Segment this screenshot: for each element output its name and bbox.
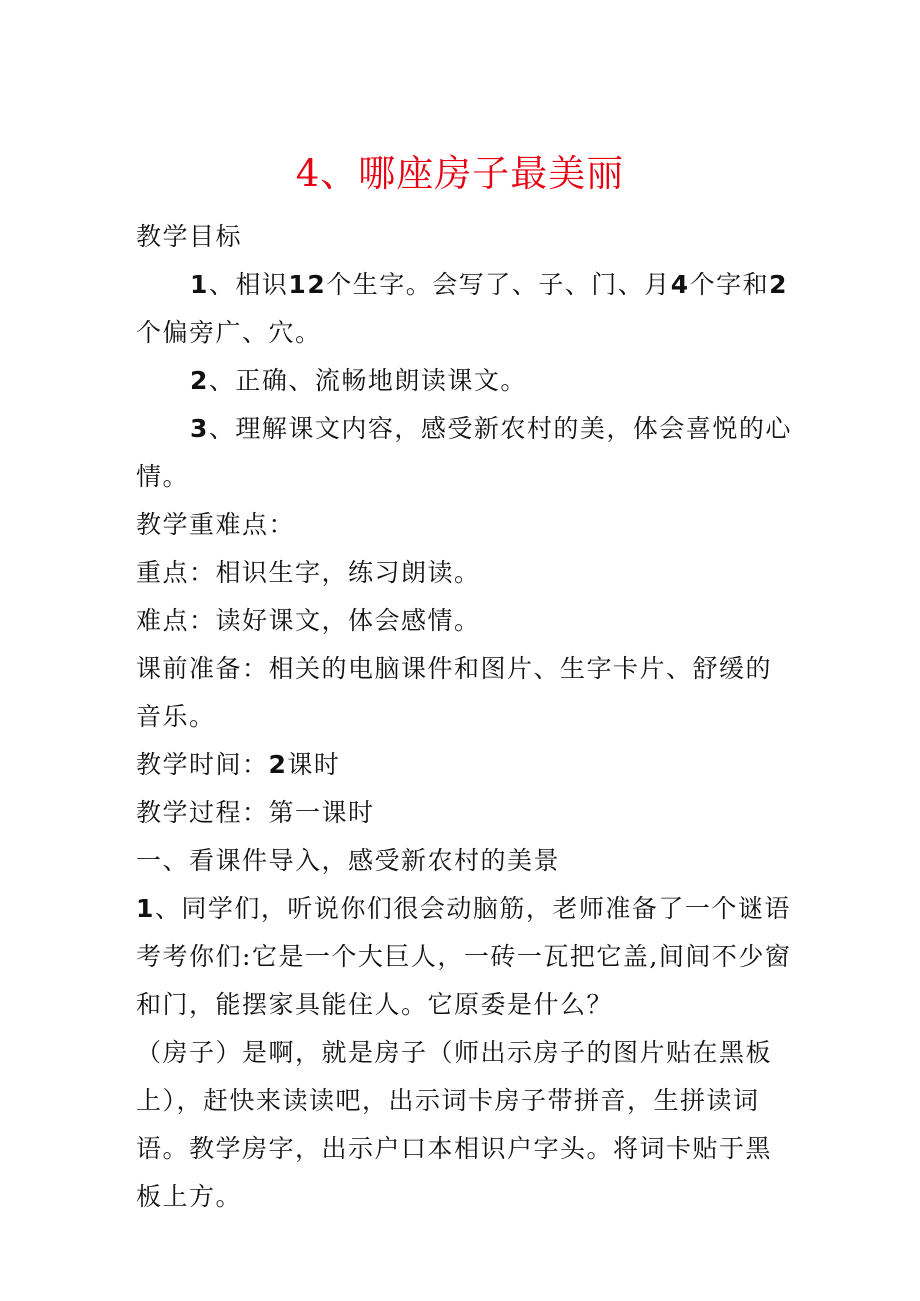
objective-number: 4 [670, 270, 690, 299]
objective-number: 12 [288, 270, 327, 299]
objective-number: 3 [190, 414, 209, 443]
step-1-heading: 一、看课件导入，感受新农村的美景 [136, 846, 561, 875]
step-number: 1 [136, 894, 155, 923]
preparation: 课前准备：相关的电脑课件和图片、生字卡片、舒缓的音乐。 [136, 654, 773, 731]
difficult-point: 难点：读好课文，体会感情。 [136, 606, 481, 635]
document-body [136, 213, 796, 1221]
teaching-time-unit: 课时 [287, 750, 341, 779]
objective-text: 、理解课文内容，感受新农村的美，体会喜悦的心情。 [136, 414, 792, 491]
teaching-time [136, 741, 796, 789]
document-title: 4、哪座房子最美丽 [295, 152, 625, 195]
objective-item-1 [136, 261, 796, 357]
objective-text: 、相识 [208, 270, 289, 299]
teaching-time-label: 教学时间： [136, 750, 269, 779]
objective-text: 个字和 [689, 270, 770, 299]
objective-number: 2 [769, 270, 789, 299]
objective-text: 、正确、流畅地朗读课文。 [208, 366, 527, 395]
teaching-time-number: 2 [268, 750, 288, 779]
step-1-paragraph [136, 885, 796, 1029]
key-points-heading: 教学重难点： [136, 510, 296, 539]
objective-number: 2 [190, 366, 209, 395]
objectives-heading: 教学目标 [136, 222, 243, 251]
objective-number: 1 [190, 270, 209, 299]
key-point: 重点：相识生字，练习朗读。 [136, 558, 481, 587]
teaching-process: 教学过程：第一课时 [136, 798, 375, 827]
objective-item-2 [136, 357, 796, 405]
step-1-paragraph-2: （房子）是啊，就是房子（师出示房子的图片贴在黑板上），赶快来读读吧，出示词卡房子带拼音，生拼读词语。教学房字，出示户口本相识户字头。将词卡贴于黑板上方。 [136, 1038, 773, 1211]
objective-text: 个偏旁广、穴。 [136, 318, 322, 347]
step-1-text: 、同学们，听说你们很会动脑筋，老师准备了一个谜语考考你们:它是一个大巨人，一砖一瓦把它盖,间间不少窗和门，能摆家具能住人。它原委是什么？ [136, 894, 792, 1019]
objective-text: 个生字。会写了、子、门、月 [326, 270, 671, 299]
objective-item-3 [136, 405, 796, 501]
